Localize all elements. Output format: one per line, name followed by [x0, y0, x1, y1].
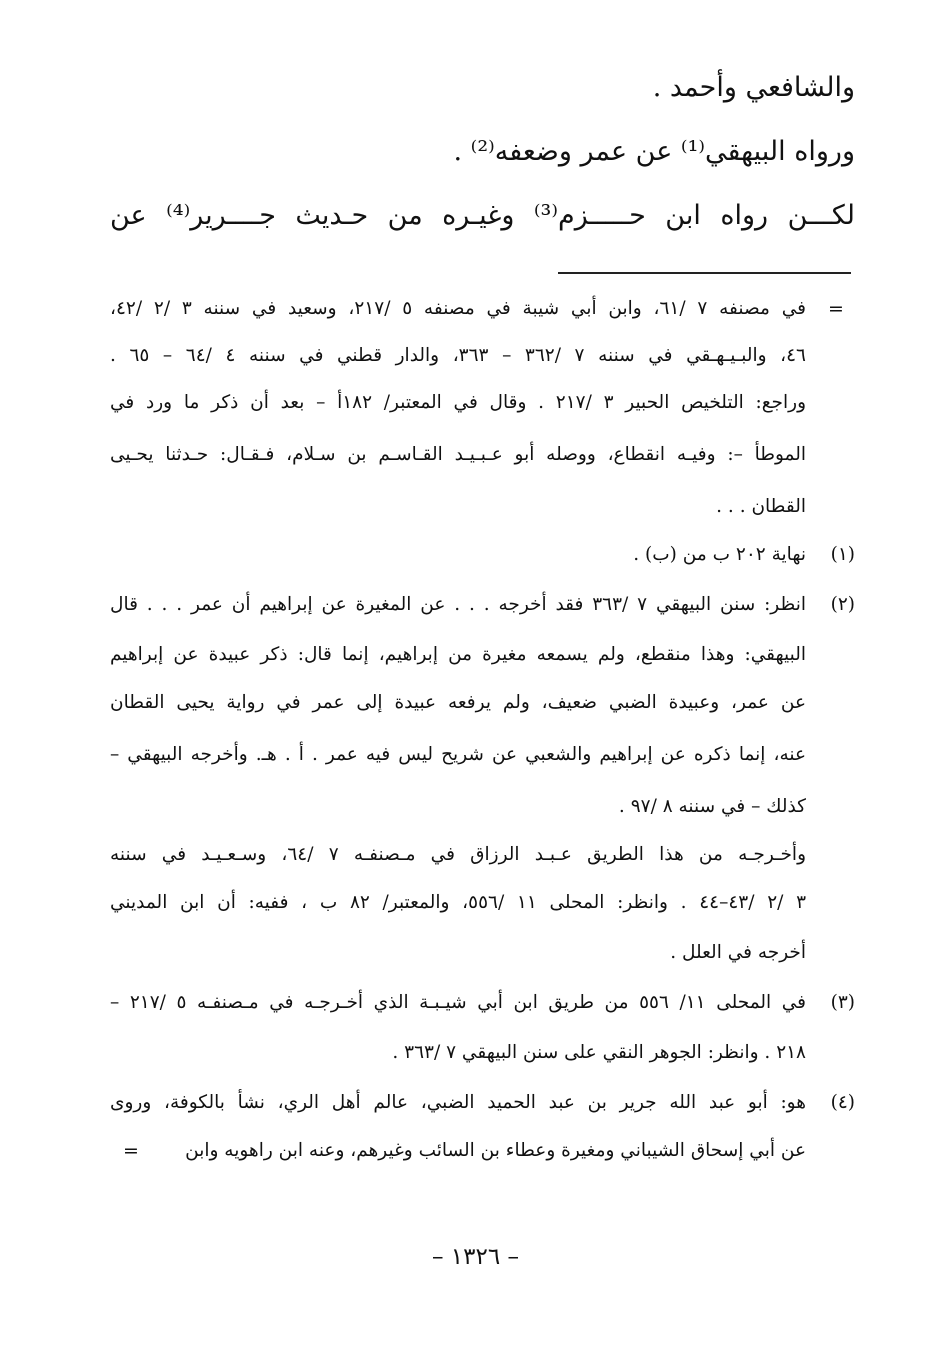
main-text-line-2: ورواه البيهقي⁽¹⁾ عن عمر وضعفه⁽²⁾ .: [453, 136, 855, 167]
footnote-2-marker: (٢): [830, 594, 855, 615]
footnote-3-marker: (٣): [830, 992, 855, 1013]
footnote-1-text: نهاية ٢٠٢ ب من (ب) .: [633, 544, 806, 565]
continued-footnote-line: الموطأ –: وفيـه انقطاع، ووصله أبو عـبـيـد القـاسـم بن سـلام، فـقـال: حـدثنا يحـيى: [110, 444, 806, 465]
footnote-1-marker: (١): [830, 544, 855, 565]
footnote-2-line: عنه، إنما ذكره عن إبراهيم والشعبي عن شريح ليس فيه عمر . أ . هـ. وأخرجه البيهقي –: [110, 744, 806, 765]
page-number: – ١٣٢٦ –: [431, 1244, 520, 1270]
main-text-line-3: لكـــن رواه ابن حـــــزم⁽³⁾ وغيـره من حـديث جــــرير⁽⁴⁾ عن: [110, 200, 855, 231]
footnote-divider: [558, 272, 851, 274]
footnote-2-line: كذلك – في سننه ٨ /٩٧ .: [618, 796, 806, 817]
footnote-4-line: عن أبي إسحاق الشيباني ومغيرة وعطاء بن السائب وغيرهم، وعنه ابن راهويه وابن: [185, 1140, 806, 1161]
footnote-3-line: في المحلى ١١/ ٥٥٦ من طريق ابن أبي شيـبـة الذي أخـرجـه في مـصنفـه ٥ /٢١٧ –: [110, 992, 807, 1013]
footnote-3-line: ٢١٨ . وانظر: الجوهر النقي على سنن البيهقي ٧ /٣٦٣ .: [392, 1042, 806, 1063]
footnote-4-continuation-marker: =: [123, 1140, 139, 1162]
continued-footnote-line: القطان . . .: [716, 496, 806, 517]
footnote-2-line: وأخـرجـه من هذا الطريق عـبـد الرزاق في مـصنفـه ٧ /٦٤، وسـعـيـد في سننه: [110, 844, 807, 865]
footnote-2-line: انظر: سنن البيهقي ٧ /٣٦٣ فقد أخرجه . . . عن المغيرة عن إبراهيم أن عمر . . . قال: [110, 594, 806, 615]
footnote-2-line: ٣ /٢ /٤٣–٤٤ . وانظر: المحلى ١١ /٥٥٦، والمعتبر/ ٨٢ ب ، ففيه: أن ابن المديني: [110, 892, 806, 913]
footnote-4-line: هو: أبو عبد الله جرير بن عبد الحميد الضبي، عالم أهل الري، نشأ بالكوفة، وروى: [110, 1092, 806, 1113]
main-text-line-1: والشافعي وأحمد .: [652, 72, 855, 103]
continued-footnote-line: في مصنفه ٧ /٦١، وابن أبي شيبة في مصنفه ٥ /٢١٧، وسعيد في سننه ٣ /٢ /٤٢،: [110, 298, 806, 319]
continued-footnote-line: ٤٦، والبـيـهـقي في سننه ٧ /٣٦٢ – ٣٦٣، والدار قطني في سننه ٤ /٦٤ – ٦٥ .: [110, 345, 806, 366]
continued-footnote-line: وراجع: التلخيص الحبير ٣ /٢١٧ . وقال في المعتبر/ ١٨٢أ – بعد أن ذكر ما ورد في: [110, 392, 807, 413]
footnote-2-line: عن عمر، وعبيدة الضبي ضعيف، ولم يرفعه عبيدة إلى عمر في رواية يحيى القطان: [110, 692, 806, 713]
footnote-2-line: أخرجه في العلل .: [670, 942, 806, 963]
footnote-4-marker: (٤): [830, 1092, 855, 1113]
continuation-marker: =: [828, 298, 844, 320]
footnote-2-line: البيهقي: وهذا منقطع، ولم يسمعه مغيرة من إبراهيم، إنما قال: ذكر عبيدة عن إبراهيم: [110, 644, 806, 665]
